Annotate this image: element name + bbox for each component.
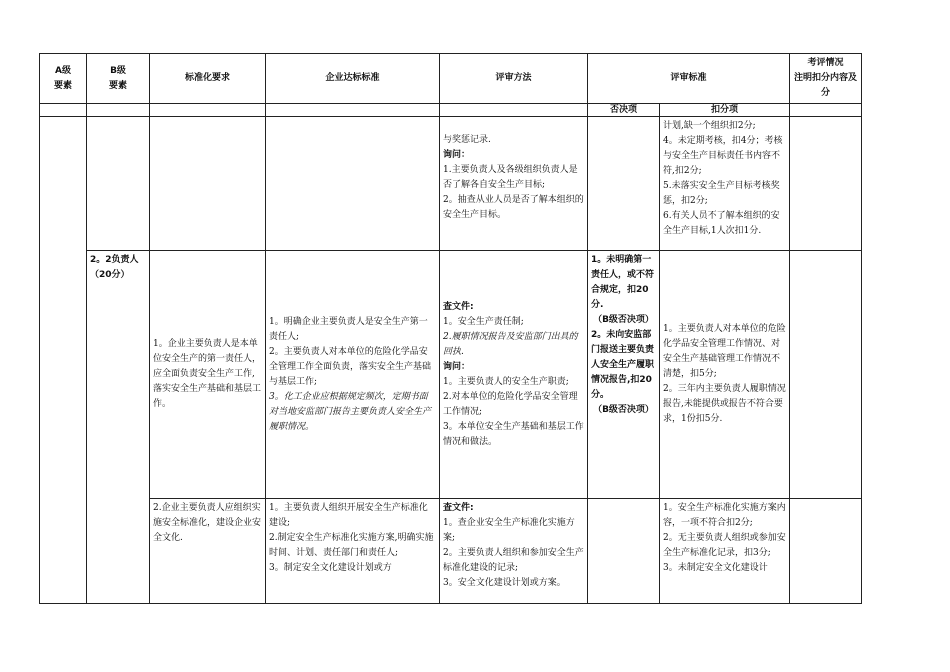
header-remark: 考评情况 注明扣分内容及分 xyxy=(790,54,862,104)
header-b-level: B级 要素 xyxy=(87,54,150,104)
header-requirement: 标准化要求 xyxy=(150,54,266,104)
veto-cell: 1。未明确第一责任人，或不符合规定，扣20分. （B级否决项） 2。未向安监部门报送主要负责人安全生产履职情况报告,扣20分。 （B级否决项） xyxy=(588,251,660,499)
header-row xyxy=(40,54,862,104)
table-row xyxy=(40,117,862,251)
header-a-level: A级 要素 xyxy=(40,54,87,104)
requirement-cell: 2.企业主要负责人应组织实施安全标准化，建设企业安全文化. xyxy=(150,499,266,604)
table-row xyxy=(40,499,862,604)
subheader-row xyxy=(40,104,862,117)
requirement-cell: 1。企业主要负责人是本单位安全生产的第一责任人，应全面负责安全生产工作,落实安全生产基础和基层工作。 xyxy=(150,251,266,499)
header-standard: 企业达标标准 xyxy=(266,54,440,104)
standard-table-page xyxy=(39,53,861,604)
table-row xyxy=(40,251,862,499)
subheader-veto: 否决项 xyxy=(588,104,660,117)
subheader-deduct: 扣分项 xyxy=(660,104,790,117)
b-level-cell: 2。2负责人 （20分） xyxy=(87,251,150,604)
deduct-cell: 1。安全生产标准化实施方案内容，一项不符合扣2分; 2。无主要负责人组织或参加安全生产标准化记录，扣3分; 3。未制定安全文化建设计 xyxy=(660,499,790,604)
standard-cell: 1。明确企业主要负责人是安全生产第一责任人; 2。主要负责人对本单位的危险化学品安全管理工作全面负责，落实安全生产基础与基层工作; 3。化工企业应根据规定频次，定期书面对当地安监部门报告主要负责人安全生产履职情况。 xyxy=(266,251,440,499)
evaluation-table xyxy=(39,53,862,604)
method-cell: 查文件: 1。安全生产责任制; 2.履职情况报告及安监部门出具的回执. 询问： 1。主要负责人的安全生产职责; 2.对本单位的危险化学品安全管理工作情况; 3。本单位安全生产基础和基层工作情况和做法。 xyxy=(440,251,588,499)
header-evaluation: 评审标准 xyxy=(588,54,790,104)
deduct-cell: 计划,缺一个组织扣2分; 4。未定期考核，扣4分；考核与安全生产目标责任书内容不符,扣2分; 5.未落实安全生产目标考核奖惩，扣2分; 6.有关人员不了解本组织的安全生产目标,1人次扣1分. xyxy=(660,117,790,251)
deduct-cell: 1。主要负责人对本单位的危险化学品安全管理工作情况、对安全生产基础管理工作情况不清楚，扣5分; 2。三年内主要负责人履职情况报告,未能提供或报告不符合要求，1份扣5分. xyxy=(660,251,790,499)
method-cell: 查文件: 1。查企业安全生产标准化实施方案; 2。主要负责人组织和参加安全生产标准化建设的记录; 3。安全文化建设计划或方案。 xyxy=(440,499,588,604)
standard-cell: 1。主要负责人组织开展安全生产标准化建设; 2.制定安全生产标准化实施方案,明确实施时间、计划、责任部门和责任人; 3。制定安全文化建设计划或方 xyxy=(266,499,440,604)
method-cell: 与奖惩记录. 询问： 1.主要负责人及各级组织负责人是否了解各自安全生产目标; 2。抽查从业人员是否了解本组织的安全生产目标。 xyxy=(440,117,588,251)
header-method: 评审方法 xyxy=(440,54,588,104)
a-level-cell xyxy=(40,117,87,604)
